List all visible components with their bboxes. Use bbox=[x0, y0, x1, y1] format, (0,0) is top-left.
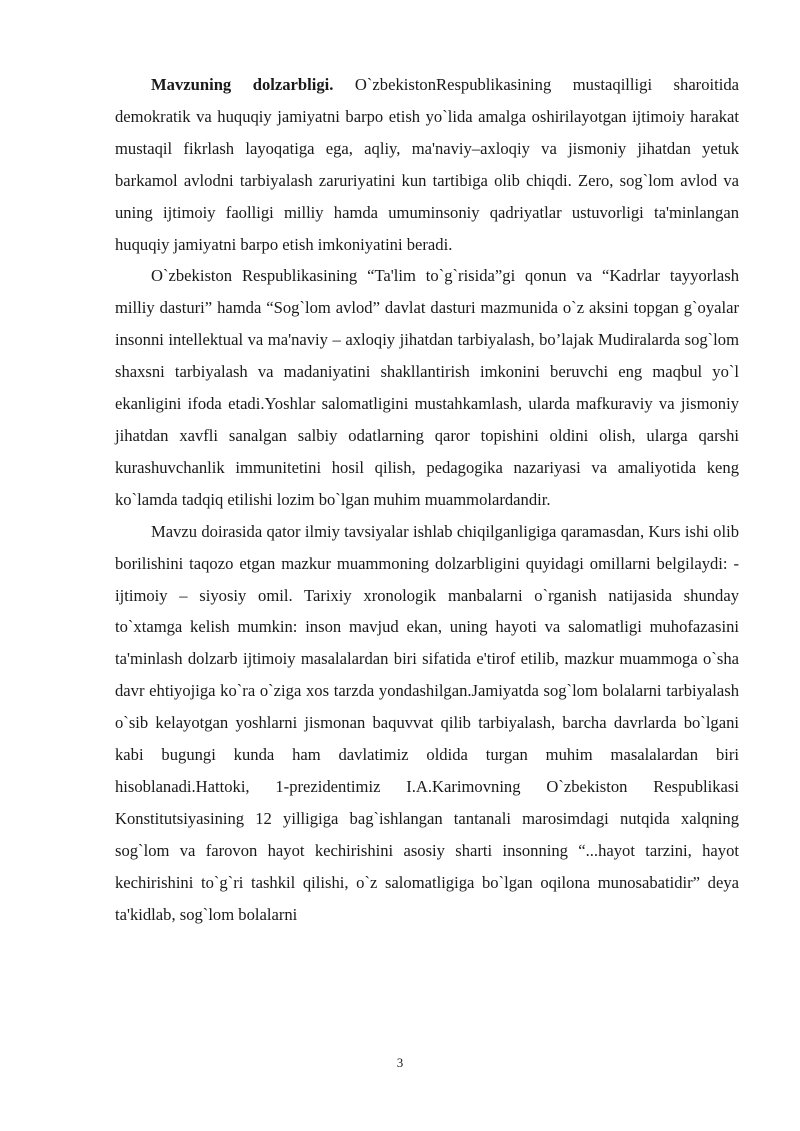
paragraph-text: O`zbekistonRespublikasining mustaqilligi sharoitida demokratik va huquqiy jamiyatni barpo etish yo`lida amalga oshirilayotgan ijtimoiy harakat mustaqil fikrlash layoqatiga ega, aqliy, ma'naviy–axloqiy va jismoniy jihatdan yetuk barkamol avlodni tarbiyalash zaruriyatini kun tartibiga olib chiqdi. Zero, sog`lom avlod va uning ijtimoiy faolligi milliy hamda umuminsoniy qadriyatlar ustuvorligi ta'minlangan huquqiy jamiyatni barpo etish imkoniyatini beradi. bbox=[115, 75, 739, 254]
page-number: 3 bbox=[396, 1055, 404, 1070]
paragraph-relevance bbox=[115, 69, 739, 260]
paragraph-factors: Mavzu doirasida qator ilmiy tavsiyalar ishlab chiqilganligiga qaramasdan, Kurs ishi olib borilishini taqozo etgan mazkur muammoning dolzarbligini quyidagi omillarni belgilaydi: - ijtimoiy – siyosiy omil. Tarixiy xronologik manbalarni o`rganish natijasida shunday to`xtamga kelish mumkin: inson mavjud ekan, uning hayoti va salomatligi muhofazasini ta'minlash dolzarb ijtimoiy masalalardan biri sifatida e'tirof etilib, mazkur muammoga o`sha davr ehtiyojiga ko`ra o`ziga xos tarzda yondashilgan.Jamiyatda sog`lom bolalarni tarbiyalash o`sib kelayotgan yoshlarni jismonan baquvvat qilib tarbiyalash, barcha davrlarda bo`lgani kabi bugungi kunda ham davlatimiz oldida turgan muhim masalalardan biri hisoblanadi.Hattoki, 1-prezidentimiz I.A.Karimovning O`zbekiston Respublikasi Konstitutsiyasining 12 yilligiga bag`ishlangan tantanali marosimdagi nutqida xalqning sog`lom va farovon hayot kechirishini asosiy sharti insonning “...hayot tarzini, hayot kechirishini to`g`ri tashkil qilishi, o`z salomatligiga bo`lgan oqilona munosabatidir” deya ta'kidlab, sog`lom bolalarni bbox=[115, 521, 739, 924]
document-page bbox=[115, 69, 739, 930]
paragraph-laws: O`zbekiston Respublikasining “Ta'lim to`g`risida”gi qonun va “Kadrlar tayyorlash milliy dasturi” hamda “Sog`lom avlod” davlat dasturi mazmunida o`z aksini topgan g`oyalar insonni intellektual va ma'naviy – axloqiy jihatdan tarbiyalash, bo’lajak Mudiralarda sog`lom shaxsni tarbiyalash va madaniyatini shakllantirish imkonini beruvchi eng maqbul yo`l ekanligini ifoda etadi.Yoshlar salomatligini mustahkamlash, ularda mafkuraviy va jismoniy jihatdan xavfli sanalgan salbiy odatlarning qaror topishini oldini olish, ularga qarshi kurashuvchanlik immunitetini hosil qilish, pedagogika nazariyasi va amaliyotida keng ko`lamda tadqiq etilishi lozim bo`lgan muhim muammolardandir. bbox=[115, 266, 739, 509]
paragraph-lead-heading: Mavzuning dolzarbligi. bbox=[151, 75, 334, 94]
